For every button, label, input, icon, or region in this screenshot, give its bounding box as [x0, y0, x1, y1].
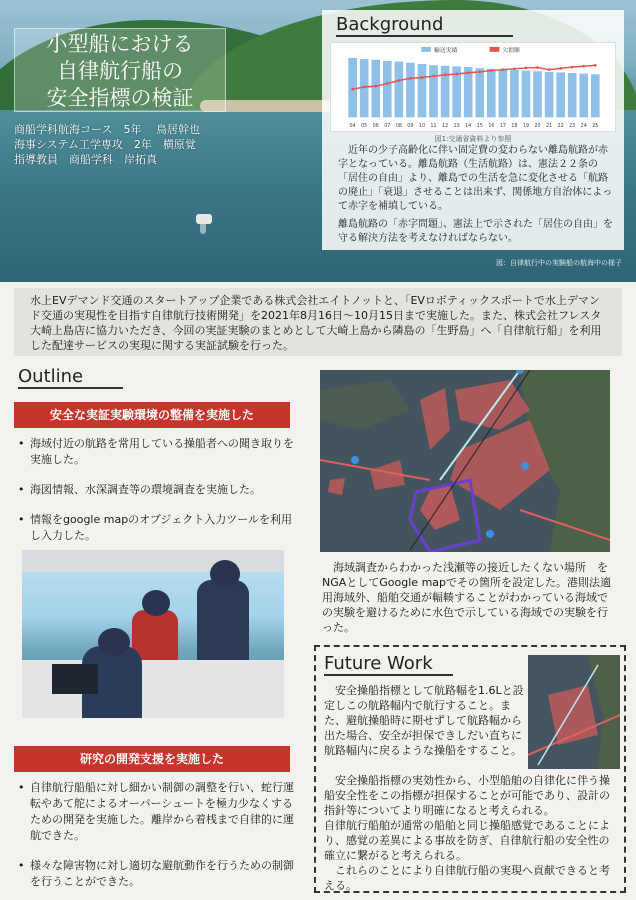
location-pin-icon	[486, 530, 494, 538]
bar	[418, 64, 427, 117]
tick-label: 20	[534, 123, 541, 130]
data-point	[571, 66, 574, 69]
data-point	[582, 65, 585, 68]
list-item: • 様々な障害物に対し適切な避航動作を行うための制御を行うことができた。	[18, 858, 294, 890]
bar	[499, 69, 508, 117]
bar	[487, 69, 496, 117]
bar	[591, 74, 600, 117]
nga-map	[320, 370, 610, 552]
data-point	[536, 66, 539, 69]
helmet-icon	[142, 590, 170, 616]
tick-label: 24	[580, 123, 587, 130]
tick-label: 13	[453, 123, 460, 130]
tick-label: 08	[395, 123, 402, 130]
tick-label: 06	[372, 123, 379, 130]
bar	[371, 60, 380, 118]
section2-bullets	[18, 780, 294, 900]
cabin-roof	[22, 550, 284, 572]
background-paragraph-2: 離島航路の「赤字問題」、憲法上で示された「居住の自由」を守る解決方法を考えなければならない。	[338, 219, 613, 244]
tick-label: 18	[511, 123, 518, 130]
bar	[429, 65, 438, 117]
future-text-2	[324, 773, 620, 893]
author-list	[14, 122, 244, 167]
tick-label: 21	[545, 123, 553, 130]
helmet-icon	[210, 560, 240, 588]
bar	[395, 62, 404, 118]
bar	[383, 61, 392, 117]
tick-label: 16	[488, 123, 495, 130]
tick-label: 05	[361, 123, 368, 130]
section1-heading: 安全な実証実験環境の整備を実施した	[14, 402, 290, 428]
data-point	[374, 85, 377, 88]
poster-title	[14, 28, 226, 112]
list-item: • 自律航行船船に対し細かい制御の調整を行い、蛇行運転やあて舵によるオーバーシュートを極力少なくするための開発を実施した。離岸から着桟まで自律的に運航できた。	[18, 780, 294, 844]
map-caption	[322, 560, 616, 635]
tick-label: 04	[349, 123, 356, 130]
future-paragraph: これらのことにより自律航行船の実現へ貢献できると考える。	[324, 864, 610, 892]
data-point	[490, 69, 493, 72]
tick-label: 10	[418, 123, 426, 130]
data-point	[351, 88, 354, 91]
data-point	[594, 64, 597, 67]
tick-label: 17	[499, 123, 506, 130]
route-width-map	[528, 655, 620, 769]
tick-label: 19	[522, 123, 530, 130]
future-paragraph: 自律航行船舶が通常の船舶と同じ操船感覚であることにより、感覚の差異による事故を防ぎ、自律航行船の安全性の確立に繋がると考えられる。	[324, 819, 610, 862]
location-pin-icon	[521, 462, 529, 470]
bar	[348, 58, 357, 117]
bridge-photo	[22, 550, 284, 718]
data-point	[467, 71, 470, 74]
data-point	[432, 75, 435, 78]
bar	[475, 68, 484, 117]
future-text-1: 安全操船指標として航路幅を1.6Lと設定しこの航路幅内で航行すること。また、避航操船時に期せずして航路幅から出た場合、安全が担保できしだい直ちに航路幅内に戻るような操船をすること。	[324, 684, 524, 757]
data-point	[455, 73, 458, 76]
data-point	[421, 76, 424, 79]
legend-swatch	[490, 47, 500, 52]
advisor: 指導教員 商船学科 岸拓真	[14, 153, 157, 166]
list-item: • 海域付近の航路を常用している操船者への聞き取りを実施した。	[18, 436, 294, 468]
author-1: 商船学科航海コース 5年 鳥居幹也	[14, 123, 200, 136]
hero-caption: 図：自律航行中の実験船の航海中の様子	[496, 259, 622, 267]
bar	[406, 63, 415, 118]
data-point	[525, 67, 528, 70]
tick-label: 15	[476, 123, 483, 130]
title-line-3: 安全指標の検証	[46, 86, 194, 110]
data-point	[386, 82, 389, 85]
data-point	[397, 79, 400, 82]
tick-label: 12	[441, 123, 449, 130]
background-paragraph-1: 近年の少子高齢化に伴い固定費の変わらない離島航路が赤字となっている。離島航路（生活航路）は、憲法２２条の「居住の自由」より、離島での生活を急に変化させる「航路の廃止」「衰退」させることは出来ず、関係地方自治体によって赤字を補填している。	[338, 145, 613, 212]
title-line-1: 小型船における	[46, 32, 194, 56]
bar	[464, 67, 473, 117]
bar	[568, 73, 577, 117]
tick-label: 14	[465, 123, 472, 130]
hero-banner	[0, 0, 636, 282]
outline-heading: Outline	[18, 366, 123, 389]
bar	[510, 70, 519, 117]
section2-heading: 研究の開発支援を実施した	[14, 746, 290, 772]
background-panel	[322, 10, 624, 250]
bar	[522, 71, 531, 118]
author-2: 海事システム工学専攻 2年 横原覚	[14, 138, 196, 151]
data-point	[501, 68, 504, 71]
data-point	[513, 67, 516, 70]
legend-label: 輸送実績	[433, 47, 458, 54]
data-point	[559, 67, 562, 70]
data-point	[444, 74, 447, 77]
future-paragraph: 安全操船指標の実効性から、小型船舶の自律化に伴う操船安全性をこの指標が担保することが可能であり、設計の指針等についてより明確になると考えられる。	[324, 774, 610, 817]
future-work-box	[314, 645, 626, 893]
bar	[556, 72, 565, 117]
list-item: • 情報をgoogle mapのオブジェクト入力ツールを利用し入力した。	[18, 512, 294, 544]
chart-caption: 図1:交通省資料より参照	[434, 135, 512, 143]
section1-bullets	[18, 436, 294, 558]
list-item: • 海図情報、水深調査等の環境調査を実施した。	[18, 482, 294, 498]
data-point	[548, 68, 551, 71]
tick-label: 25	[592, 123, 599, 130]
tick-label: 11	[430, 123, 437, 130]
data-point	[363, 86, 366, 89]
background-heading: Background	[336, 14, 513, 37]
tick-label: 09	[407, 123, 414, 130]
data-point	[478, 70, 481, 73]
background-text	[338, 144, 616, 246]
legend-swatch	[421, 47, 431, 52]
ferry-chart	[330, 42, 616, 132]
bar	[545, 72, 554, 117]
helmet-icon	[98, 628, 130, 656]
location-pin-icon	[351, 456, 359, 464]
data-point	[409, 77, 412, 80]
tick-label: 07	[384, 123, 391, 130]
navigation-screen	[52, 664, 98, 694]
title-line-2: 自律航行船の	[57, 59, 183, 83]
bar	[533, 71, 542, 117]
map-caption-text: 海域調査からわかった浅瀬等の接近したくない場所 をNGAとしてGoogle mapでその箇所を設定した。港則法適用海域外、船舶交通が輻輳することがわかっている海域での実験を避けるために水色で示している海域での実験を行った。	[322, 561, 612, 634]
future-work-heading: Future Work	[324, 653, 453, 676]
boat-icon	[196, 214, 212, 224]
tick-label: 23	[569, 123, 576, 130]
intro-text: 水上EVデマンド交通のスタートアップ企業である株式会社エイトノットと、「EVロボティックスポートで水上デマンド交通の実現性を目指す自律航行技術開発」を2021年8月16日〜10月15日まで実施した。また、株式会社フレスタ大崎上島店に協力いただき、今回の実証実験のまとめとして大崎上島から隣島の「生野島」へ「自律航行船」を利用した配達サービスの実現に関する実証試験を行った。	[14, 288, 622, 356]
legend-label: 欠損額	[502, 47, 520, 54]
tick-label: 22	[557, 123, 564, 130]
bar	[579, 74, 588, 118]
